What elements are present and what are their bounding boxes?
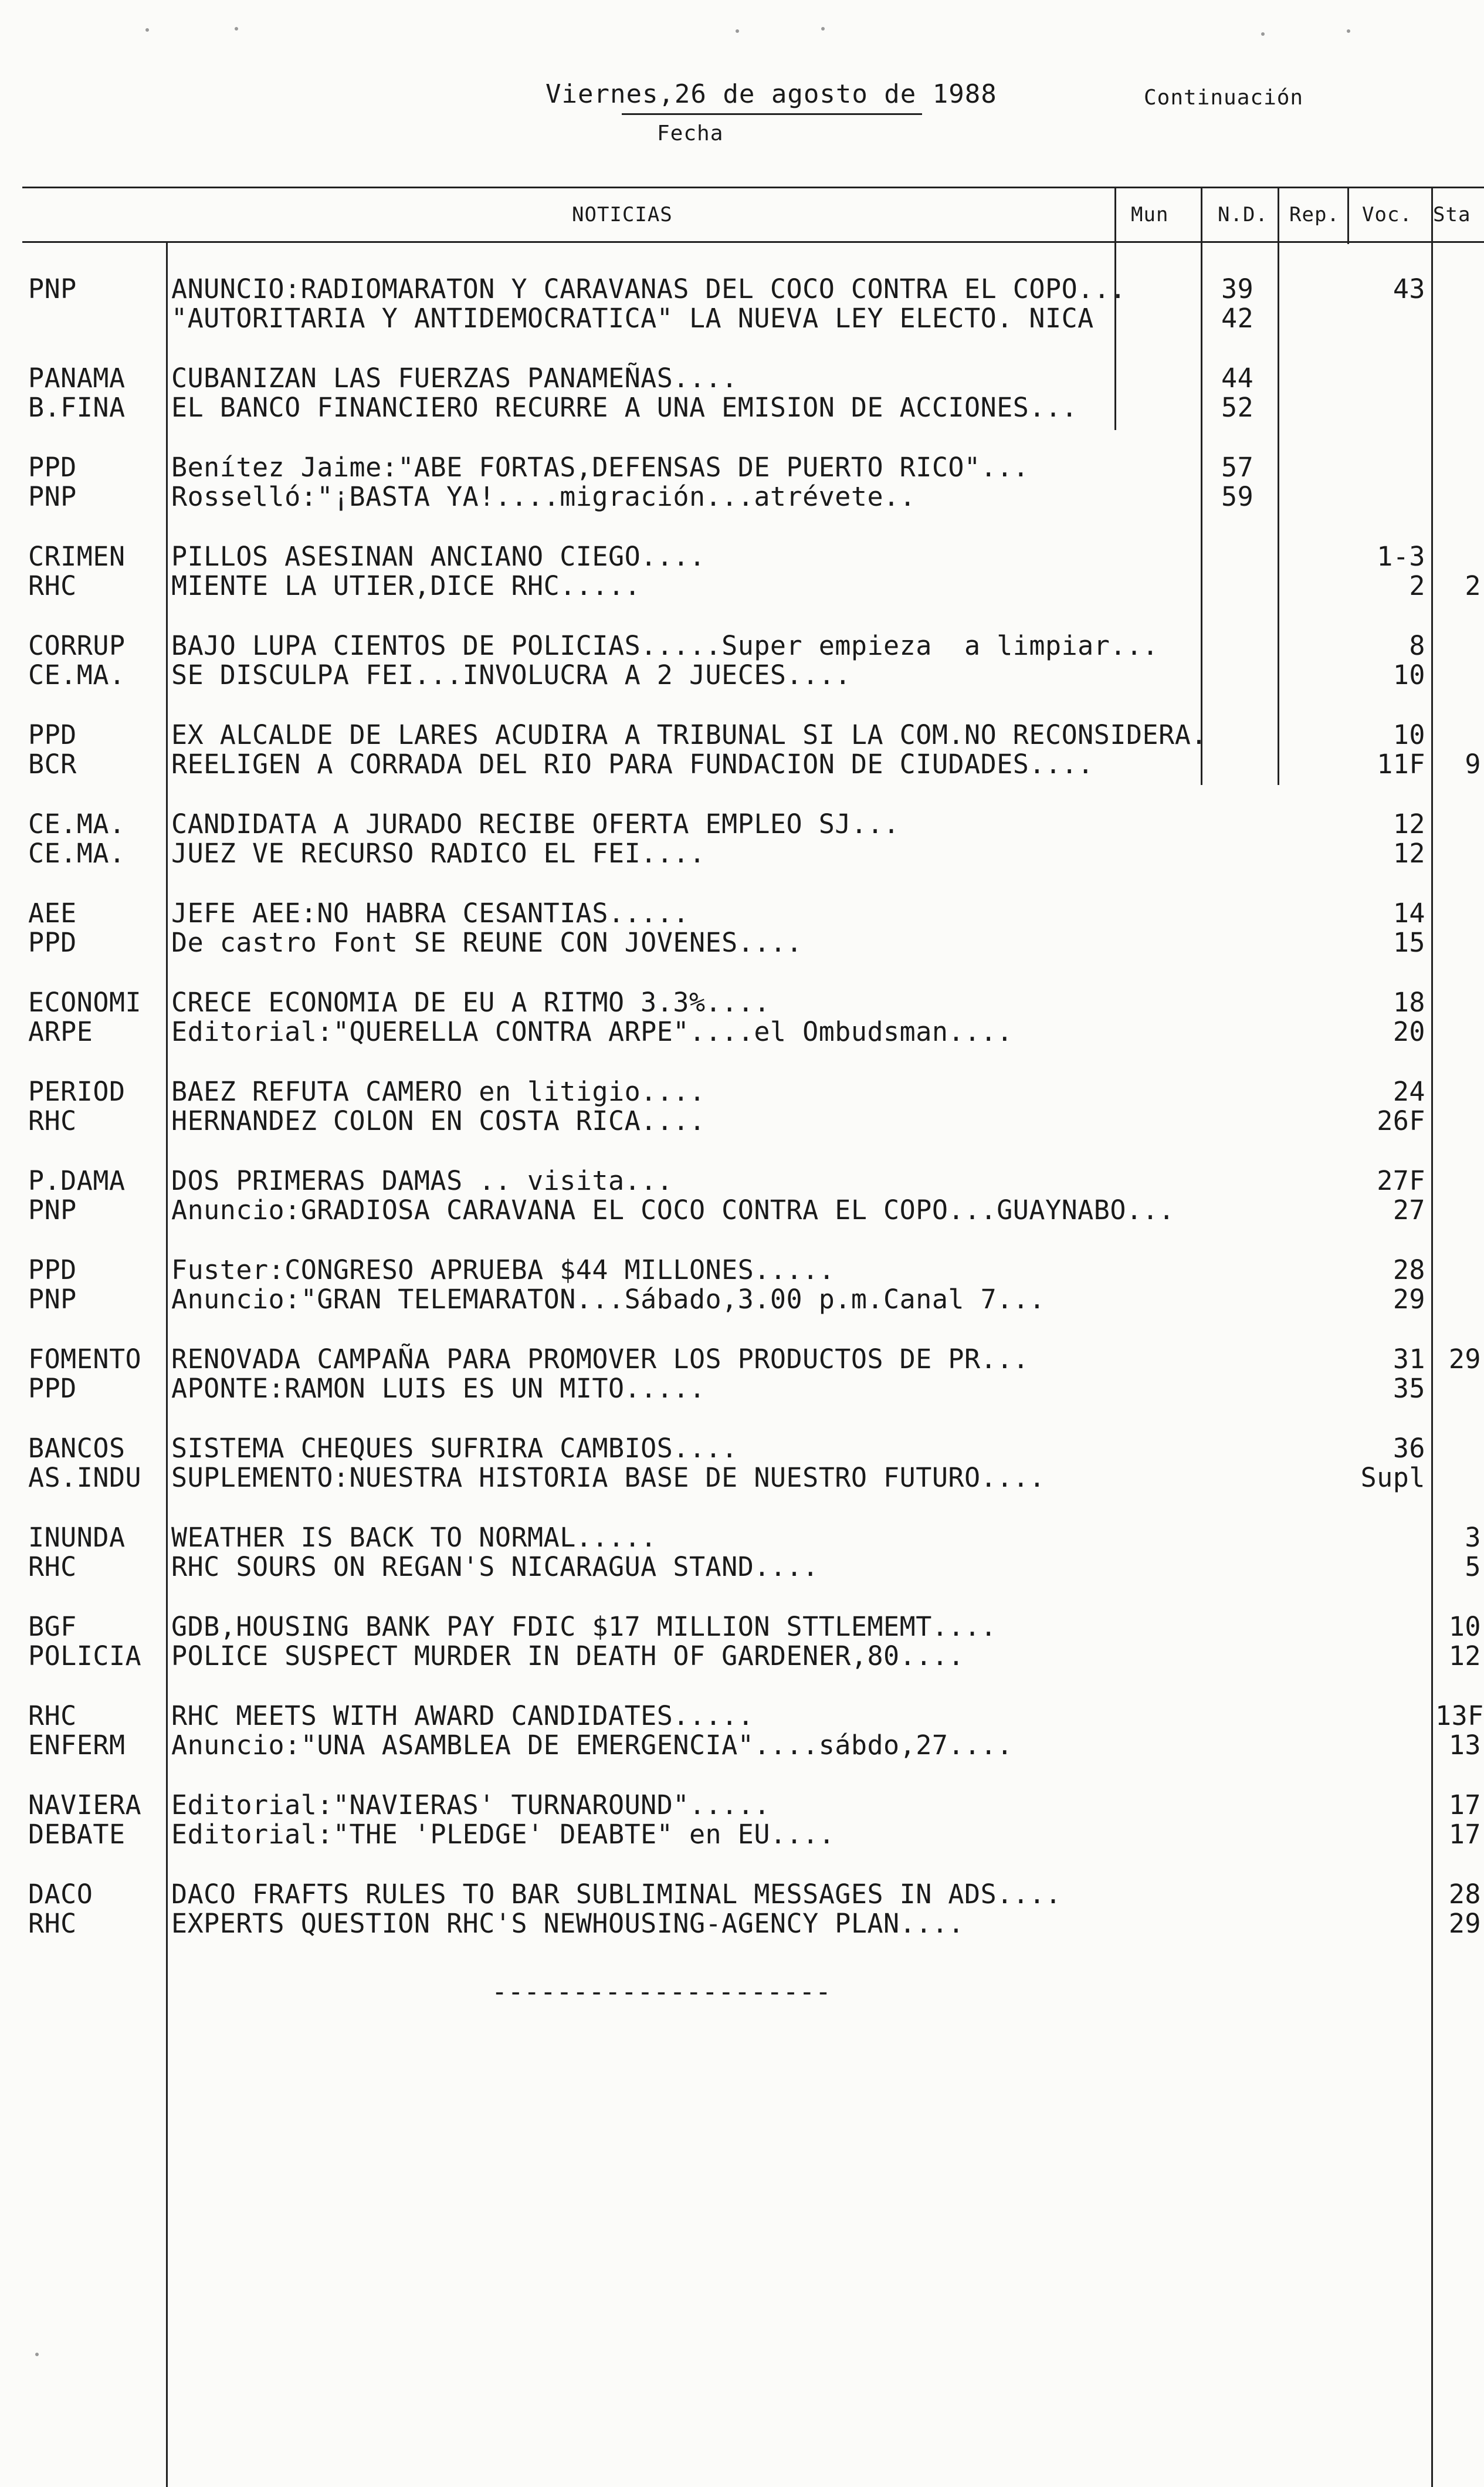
entry-sta: 13F	[1435, 1700, 1484, 1731]
entry-voc: 18	[1392, 987, 1425, 1018]
entry-voc: 12	[1392, 808, 1425, 840]
entry-sta: 9	[1465, 749, 1481, 780]
entry-voc: 27	[1392, 1195, 1425, 1226]
entry-category: PPD	[28, 1254, 77, 1285]
entry-sta: 29	[1448, 1908, 1481, 1939]
entry-voc: 14	[1392, 898, 1425, 929]
entry-category: RHC	[28, 1700, 77, 1731]
entry-headline: BAJO LUPA CIENTOS DE POLICIAS.....Super empieza a limpiar...	[171, 630, 1159, 661]
entry-headline: Editorial:"QUERELLA CONTRA ARPE"....el Ombudsman....	[171, 1016, 1013, 1047]
entry-headline: APONTE:RAMON LUIS ES UN MITO.....	[171, 1373, 706, 1404]
entry-headline: CANDIDATA A JURADO RECIBE OFERTA EMPLEO SJ...	[171, 808, 900, 840]
entry-voc: 10	[1392, 659, 1425, 691]
entry-category: BANCOS	[28, 1433, 126, 1464]
entry-category: PPD	[28, 719, 77, 750]
entry-category: AS.INDU	[28, 1462, 142, 1493]
col-header-noticias: NOTICIAS	[572, 203, 673, 226]
entry-headline: EXPERTS QUESTION RHC'S NEWHOUSING-AGENCY PLAN....	[171, 1908, 965, 1939]
entry-headline: MIENTE LA UTIER,DICE RHC.....	[171, 570, 641, 601]
entry-category: RHC	[28, 1551, 77, 1582]
entry-headline: REELIGEN A CORRADA DEL RIO PARA FUNDACION DE CIUDADES....	[171, 749, 1094, 780]
date-label: Fecha	[657, 121, 724, 146]
entry-category: INUNDA	[28, 1522, 126, 1553]
entry-sta: 13	[1448, 1730, 1481, 1761]
entry-sta: 3	[1465, 1522, 1481, 1553]
entry-headline: EX ALCALDE DE LARES ACUDIRA A TRIBUNAL SI LA COM.NO RECONSIDERA.	[171, 719, 1207, 750]
entry-category: AEE	[28, 898, 77, 929]
entry-nd: 52	[1221, 392, 1254, 423]
entry-headline: RHC MEETS WITH AWARD CANDIDATES.....	[171, 1700, 754, 1731]
entry-headline: SUPLEMENTO:NUESTRA HISTORIA BASE DE NUESTRO FUTURO....	[171, 1462, 1045, 1493]
footer-divider: ---------------------	[492, 1976, 832, 2007]
entry-category: PPD	[28, 1373, 77, 1404]
entry-headline: DACO FRAFTS RULES TO BAR SUBLIMINAL MESSAGES IN ADS....	[171, 1879, 1062, 1910]
entry-headline: Editorial:"NAVIERAS' TURNAROUND".....	[171, 1789, 770, 1821]
entry-headline: POLICE SUSPECT MURDER IN DEATH OF GARDENER,80....	[171, 1640, 965, 1671]
entry-category: RHC	[28, 1908, 77, 1939]
entry-nd: 39	[1221, 273, 1254, 304]
entry-voc: 31	[1392, 1344, 1425, 1375]
entry-category: PPD	[28, 452, 77, 483]
entry-nd: 44	[1221, 363, 1254, 394]
entry-category: PERIOD	[28, 1076, 126, 1107]
col-header-nd: N.D.	[1218, 203, 1268, 226]
entry-headline: RENOVADA CAMPAÑA PARA PROMOVER LOS PRODUCTOS DE PR...	[171, 1344, 1029, 1375]
entry-headline: RHC SOURS ON REGAN'S NICARAGUA STAND....	[171, 1551, 819, 1582]
entry-category: RHC	[28, 1105, 77, 1136]
entry-voc: 1-3	[1377, 541, 1425, 572]
entry-headline: Anuncio:"GRAN TELEMARATON...Sábado,3.00 p.m.Canal 7...	[171, 1284, 1045, 1315]
entry-headline: EL BANCO FINANCIERO RECURRE A UNA EMISION DE ACCIONES...	[171, 392, 1078, 423]
entry-category: ECONOMI	[28, 987, 142, 1018]
entry-headline: SE DISCULPA FEI...INVOLUCRA A 2 JUECES....	[171, 659, 851, 691]
entry-category: PNP	[28, 273, 77, 304]
page-date: Viernes,26 de agosto de 1988	[546, 79, 997, 109]
entry-sta: 28	[1448, 1879, 1481, 1910]
entry-headline: BAEZ REFUTA CAMERO en litigio....	[171, 1076, 706, 1107]
entry-category: PNP	[28, 1284, 77, 1315]
entry-category: POLICIA	[28, 1640, 142, 1671]
entry-headline: SISTEMA CHEQUES SUFRIRA CAMBIOS....	[171, 1433, 738, 1464]
col-header-sta: Sta	[1433, 203, 1471, 226]
entry-category: DEBATE	[28, 1819, 126, 1850]
entry-sta: 2	[1465, 570, 1481, 601]
entry-category: CRIMEN	[28, 541, 126, 572]
entry-headline: Fuster:CONGRESO APRUEBA $44 MILLONES.....	[171, 1254, 835, 1285]
entry-voc: Supl	[1360, 1462, 1425, 1493]
entry-category: BGF	[28, 1611, 77, 1642]
entry-voc: 11F	[1377, 749, 1425, 780]
entry-sta: 10	[1448, 1611, 1481, 1642]
entry-headline: PILLOS ASESINAN ANCIANO CIEGO....	[171, 541, 706, 572]
entry-headline: CRECE ECONOMIA DE EU A RITMO 3.3%....	[171, 987, 770, 1018]
continuation-label: Continuación	[1144, 86, 1304, 110]
entry-voc: 20	[1392, 1016, 1425, 1047]
entry-voc: 10	[1392, 719, 1425, 750]
entry-sta: 5	[1465, 1551, 1481, 1582]
entry-category: CORRUP	[28, 630, 126, 661]
col-header-mun: Mun	[1131, 203, 1169, 226]
entry-category: B.FINA	[28, 392, 126, 423]
entry-headline: Anuncio:"UNA ASAMBLEA DE EMERGENCIA"....sábdo,27....	[171, 1730, 1013, 1761]
entry-voc: 36	[1392, 1433, 1425, 1464]
entry-headline: "AUTORITARIA Y ANTIDEMOCRATICA" LA NUEVA LEY ELECTO. NICA	[171, 303, 1094, 334]
entry-voc: 15	[1392, 927, 1425, 958]
entry-category: ARPE	[28, 1016, 93, 1047]
entry-category: CE.MA.	[28, 659, 126, 691]
entry-nd: 42	[1221, 303, 1254, 334]
entry-headline: ANUNCIO:RADIOMARATON Y CARAVANAS DEL COCO CONTRA EL COPO...	[171, 273, 1126, 304]
entry-category: NAVIERA	[28, 1789, 142, 1821]
entry-category: PANAMA	[28, 363, 126, 394]
entry-voc: 35	[1392, 1373, 1425, 1404]
entry-headline: De castro Font SE REUNE CON JOVENES....	[171, 927, 803, 958]
entry-headline: Benítez Jaime:"ABE FORTAS,DEFENSAS DE PUERTO RICO"...	[171, 452, 1029, 483]
entry-headline: DOS PRIMERAS DAMAS .. visita...	[171, 1165, 673, 1196]
entry-voc: 2	[1409, 570, 1425, 601]
entry-sta: 29	[1448, 1344, 1481, 1375]
entry-headline: Rosselló:"¡BASTA YA!....migración...atrévete..	[171, 481, 916, 512]
entry-headline: GDB,HOUSING BANK PAY FDIC $17 MILLION STTLEMEMT....	[171, 1611, 997, 1642]
entry-voc: 12	[1392, 838, 1425, 869]
entry-voc: 27F	[1377, 1165, 1425, 1196]
entry-headline: CUBANIZAN LAS FUERZAS PANAMEÑAS....	[171, 363, 738, 394]
entry-category: BCR	[28, 749, 77, 780]
entry-voc: 29	[1392, 1284, 1425, 1315]
entry-category: PNP	[28, 1195, 77, 1226]
entry-category: PPD	[28, 927, 77, 958]
entry-nd: 59	[1221, 481, 1254, 512]
entry-voc: 8	[1409, 630, 1425, 661]
entry-voc: 28	[1392, 1254, 1425, 1285]
entry-sta: 17	[1448, 1789, 1481, 1821]
entry-headline: WEATHER IS BACK TO NORMAL.....	[171, 1522, 657, 1553]
entry-category: DACO	[28, 1879, 93, 1910]
entry-category: FOMENTO	[28, 1344, 142, 1375]
entry-headline: Editorial:"THE 'PLEDGE' DEABTE" en EU....	[171, 1819, 835, 1850]
entry-headline: JUEZ VE RECURSO RADICO EL FEI....	[171, 838, 706, 869]
entry-sta: 12	[1448, 1640, 1481, 1671]
entry-headline: Anuncio:GRADIOSA CARAVANA EL COCO CONTRA EL COPO...GUAYNABO...	[171, 1195, 1175, 1226]
entry-category: ENFERM	[28, 1730, 126, 1761]
entry-sta: 17	[1448, 1819, 1481, 1850]
col-header-voc: Voc.	[1362, 203, 1412, 226]
entry-category: RHC	[28, 570, 77, 601]
entry-voc: 24	[1392, 1076, 1425, 1107]
col-header-rep: Rep.	[1289, 203, 1340, 226]
entry-headline: HERNANDEZ COLON EN COSTA RICA....	[171, 1105, 706, 1136]
entry-voc: 26F	[1377, 1105, 1425, 1136]
entry-category: CE.MA.	[28, 838, 126, 869]
entry-category: PNP	[28, 481, 77, 512]
entry-category: P.DAMA	[28, 1165, 126, 1196]
entry-headline: JEFE AEE:NO HABRA CESANTIAS.....	[171, 898, 689, 929]
entry-nd: 57	[1221, 452, 1254, 483]
entry-voc: 43	[1392, 273, 1425, 304]
entry-category: CE.MA.	[28, 808, 126, 840]
